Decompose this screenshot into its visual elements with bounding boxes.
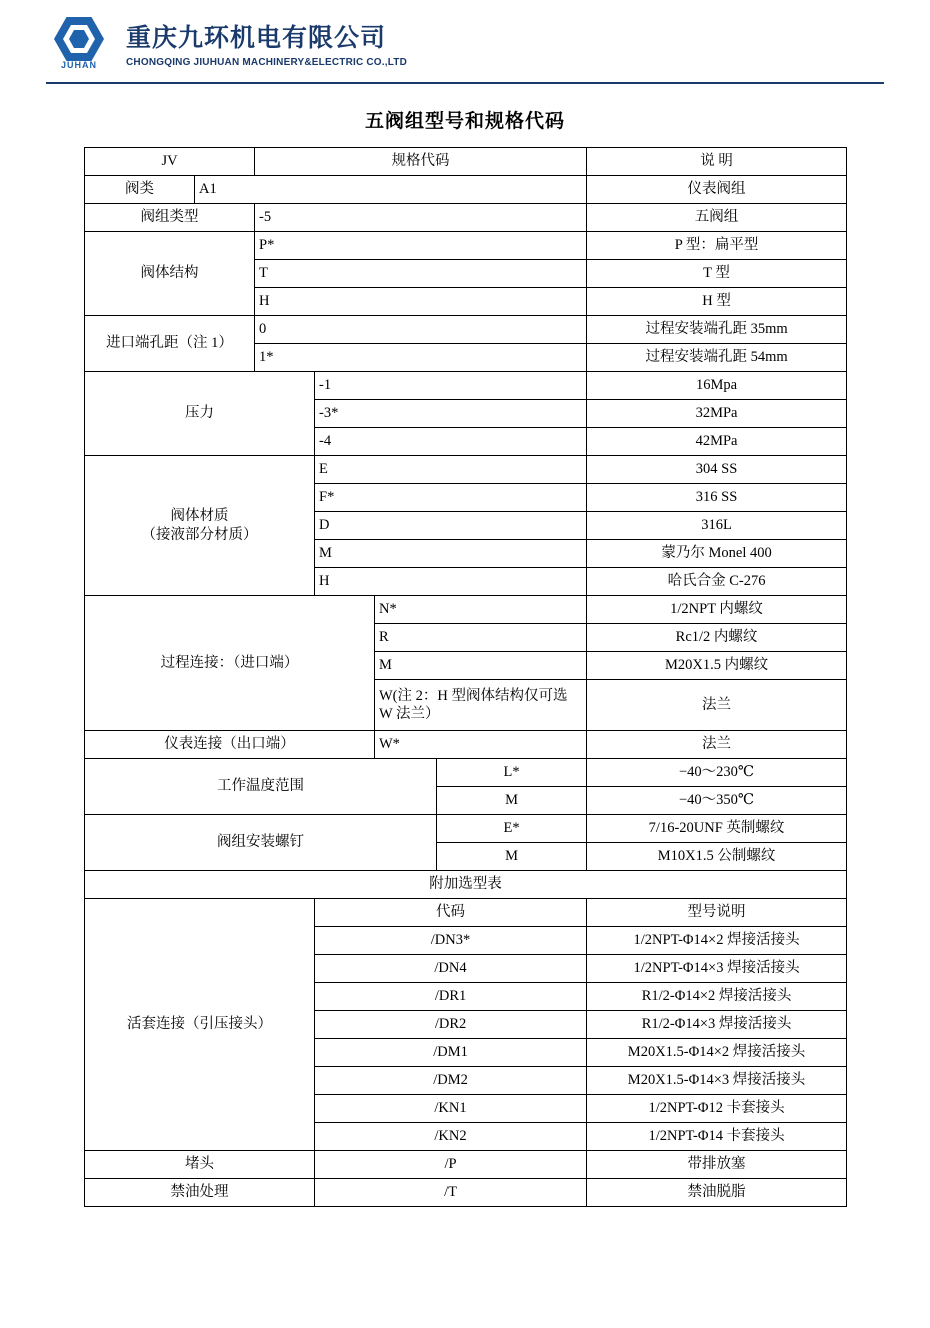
optional-code-header: 代码 (315, 899, 587, 927)
row-label-instrument-connection: 仪表连接（出口端） (85, 731, 375, 759)
spec-code-header-cell: 规格代码 (255, 148, 587, 176)
spec-table-wrapper (84, 147, 846, 1207)
row-label-degreasing: 禁油处理 (85, 1179, 315, 1207)
optional-section-title: 附加选型表 (85, 871, 847, 899)
table-row (85, 1151, 847, 1179)
company-logo (50, 15, 112, 75)
mounting-screw-desc: M10X1.5 公制螺纹 (587, 843, 847, 871)
row-label-pressure: 压力 (85, 372, 315, 456)
union-desc: 1/2NPT-Φ14 卡套接头 (587, 1123, 847, 1151)
table-row (85, 899, 847, 927)
instrument-connection-desc: 法兰 (587, 731, 847, 759)
instrument-connection-code: W* (375, 731, 587, 759)
material-desc: 蒙乃尔 Monel 400 (587, 540, 847, 568)
page-header (46, 8, 884, 84)
material-label-line1: 阀体材质 (170, 508, 229, 525)
inlet-hole-desc: 过程安装端孔距 54mm (587, 344, 847, 372)
union-desc: M20X1.5-Φ14×3 焊接活接头 (587, 1067, 847, 1095)
pressure-code: -3* (315, 400, 587, 428)
mounting-screw-desc: 7/16-20UNF 英制螺纹 (587, 815, 847, 843)
valve-structure-code: T (255, 260, 587, 288)
table-row (85, 204, 847, 232)
spec-table (84, 147, 847, 1207)
process-connection-desc: Rc1/2 内螺纹 (587, 624, 847, 652)
row-code-valve-type: A1 (195, 176, 587, 204)
union-code: /DM1 (315, 1039, 587, 1067)
material-desc: 哈氏合金 C-276 (587, 568, 847, 596)
table-row (85, 731, 847, 759)
valve-structure-desc: H 型 (587, 288, 847, 316)
union-code: /KN2 (315, 1123, 587, 1151)
table-row (85, 871, 847, 899)
inlet-hole-code: 1* (255, 344, 587, 372)
mounting-screw-code: E* (437, 815, 587, 843)
company-name-cn: 重庆九环机电有限公司 (126, 23, 387, 52)
temperature-desc: −40～230℃ (587, 759, 847, 787)
inlet-hole-code: 0 (255, 316, 587, 344)
inlet-hole-desc: 过程安装端孔距 35mm (587, 316, 847, 344)
valve-structure-code: P* (255, 232, 587, 260)
union-desc: 1/2NPT-Φ14×2 焊接活接头 (587, 927, 847, 955)
logo-wordmark: JUHAN (60, 60, 97, 70)
plug-code: /P (315, 1151, 587, 1179)
union-code: /DN3* (315, 927, 587, 955)
union-desc: R1/2-Φ14×2 焊接活接头 (587, 983, 847, 1011)
row-label-group-type: 阀组类型 (85, 204, 255, 232)
row-desc-group-type: 五阀组 (587, 204, 847, 232)
process-connection-code: N* (375, 596, 587, 624)
material-code: F* (315, 484, 587, 512)
row-label-valve-type: 阀类 (85, 176, 195, 204)
material-label-line2: （接液部分材质） (141, 526, 258, 543)
union-desc: 1/2NPT-Φ12 卡套接头 (587, 1095, 847, 1123)
table-row (85, 372, 847, 400)
code-prefix-cell: JV (85, 148, 255, 176)
process-connection-code: M (375, 652, 587, 680)
plug-desc: 带排放塞 (587, 1151, 847, 1179)
union-code: /DR2 (315, 1011, 587, 1039)
pressure-code: -4 (315, 428, 587, 456)
material-desc: 304 SS (587, 456, 847, 484)
table-row (85, 759, 847, 787)
company-name-block (126, 23, 407, 68)
temperature-code: L* (437, 759, 587, 787)
row-label-mounting-screw: 阀组安装螺钉 (85, 815, 437, 871)
material-desc: 316 SS (587, 484, 847, 512)
temperature-code: M (437, 787, 587, 815)
material-code: H (315, 568, 587, 596)
row-label-inlet-hole: 进口端孔距（注 1） (85, 316, 255, 372)
union-code: /DR1 (315, 983, 587, 1011)
table-row (85, 316, 847, 344)
table-row (85, 815, 847, 843)
table-row (85, 148, 847, 176)
temperature-desc: −40～350℃ (587, 787, 847, 815)
row-label-plug: 堵头 (85, 1151, 315, 1179)
degreasing-code: /T (315, 1179, 587, 1207)
row-desc-valve-type: 仪表阀组 (587, 176, 847, 204)
row-label-material (85, 456, 315, 596)
union-desc: M20X1.5-Φ14×2 焊接活接头 (587, 1039, 847, 1067)
process-connection-desc: M20X1.5 内螺纹 (587, 652, 847, 680)
table-row (85, 232, 847, 260)
valve-structure-desc: T 型 (587, 260, 847, 288)
row-label-process-connection: 过程连接：（进口端） (85, 596, 375, 731)
material-code: E (315, 456, 587, 484)
row-code-group-type: -5 (255, 204, 587, 232)
union-desc: R1/2-Φ14×3 焊接活接头 (587, 1011, 847, 1039)
pressure-desc: 42MPa (587, 428, 847, 456)
page-title: 五阀组型号和规格代码 (364, 111, 565, 132)
row-label-union-connection: 活套连接（引压接头） (85, 899, 315, 1151)
material-code: M (315, 540, 587, 568)
valve-structure-desc: P 型：扁平型 (587, 232, 847, 260)
pressure-desc: 16Mpa (587, 372, 847, 400)
row-label-valve-structure: 阀体结构 (85, 232, 255, 316)
union-code: /KN1 (315, 1095, 587, 1123)
pressure-desc: 32MPa (587, 400, 847, 428)
table-row (85, 456, 847, 484)
union-code: /DN4 (315, 955, 587, 983)
degreasing-desc: 禁油脱脂 (587, 1179, 847, 1207)
row-label-temperature: 工作温度范围 (85, 759, 437, 815)
description-header-cell: 说 明 (587, 148, 847, 176)
table-row (85, 596, 847, 624)
company-name-en: CHONGQING JIUHUAN MACHINERY&ELECTRIC CO.,LTD (126, 56, 408, 68)
process-connection-desc: 1/2NPT 内螺纹 (587, 596, 847, 624)
process-connection-desc: 法兰 (587, 680, 847, 731)
material-desc: 316L (587, 512, 847, 540)
optional-desc-header: 型号说明 (587, 899, 847, 927)
valve-structure-code: H (255, 288, 587, 316)
table-row (85, 176, 847, 204)
process-connection-code: R (375, 624, 587, 652)
material-code: D (315, 512, 587, 540)
mounting-screw-code: M (437, 843, 587, 871)
table-row (85, 1179, 847, 1207)
document-page (0, 8, 930, 1328)
union-desc: 1/2NPT-Φ14×3 焊接活接头 (587, 955, 847, 983)
pressure-code: -1 (315, 372, 587, 400)
process-connection-code: W(注 2：H 型阀体结构仅可选 W 法兰） (375, 680, 587, 731)
union-code: /DM2 (315, 1067, 587, 1095)
